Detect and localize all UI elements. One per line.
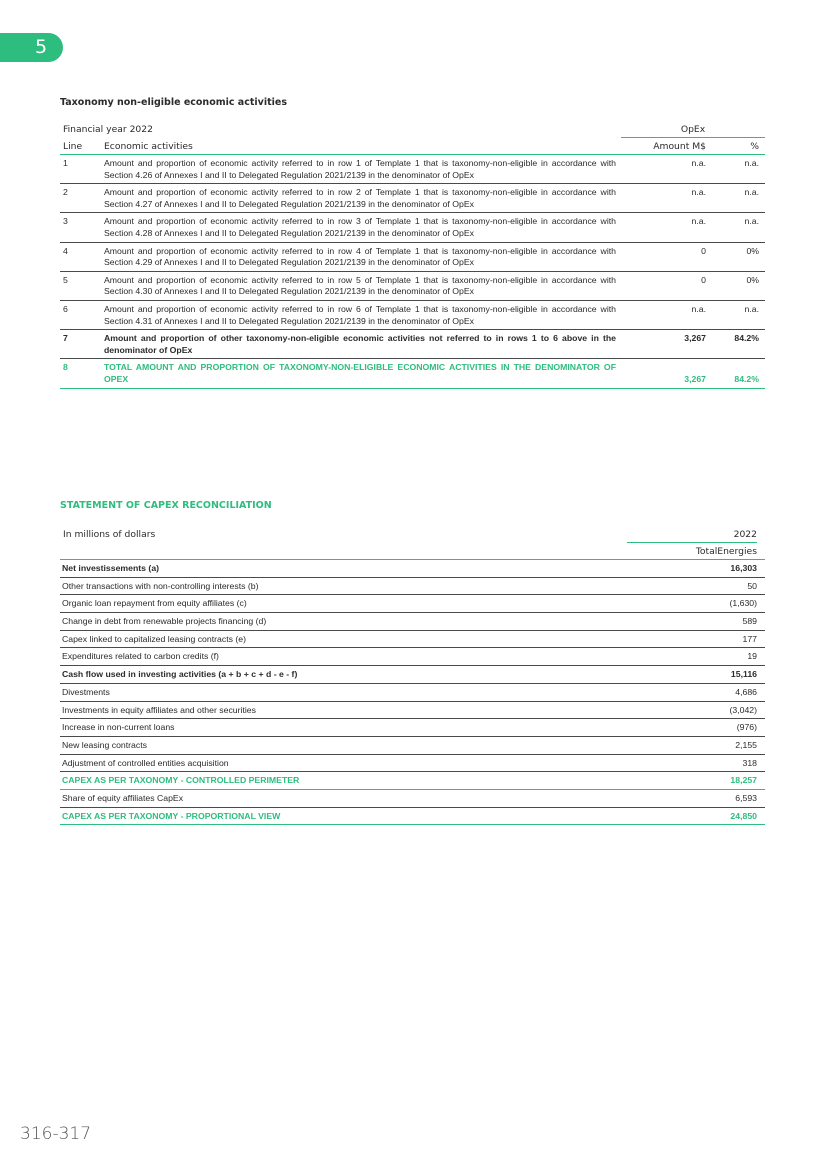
table-row xyxy=(60,243,765,272)
row-value: (3,042) xyxy=(729,704,757,715)
row-label: Capex linked to capitalized leasing contracts (e) xyxy=(62,633,246,644)
row-percent: 0% xyxy=(746,245,759,256)
row-label: Cash flow used in investing activities (a + b + c + d - e - f) xyxy=(62,669,298,680)
row-value: 318 xyxy=(742,757,757,768)
row-label: Adjustment of controlled entities acquisition xyxy=(62,757,229,768)
table-row xyxy=(60,631,765,649)
capex-header-row xyxy=(60,526,765,543)
row-percent: 0% xyxy=(746,274,759,285)
row-value: 16,303 xyxy=(730,563,757,573)
row-activity-text: Amount and proportion of economic activity referred to in row 5 of Template 1 that is taxonomy-non-eligible in accordance with Section 4.30 of Annexes I and II to Delegated Regulation 2021/2139 in the denominator of OpEx xyxy=(104,274,616,297)
row-activity-text: Amount and proportion of economic activity referred to in row 6 of Template 1 that is taxonomy-non-eligible in accordance with Section 4.31 of Annexes I and II to Delegated Regulation 2021/2139 in the denominator of OpEx xyxy=(104,303,616,326)
row-amount: n.a. xyxy=(691,303,706,314)
row-label: Change in debt from renewable projects financing (d) xyxy=(62,616,267,627)
row-value: 18,257 xyxy=(730,775,757,786)
table-row xyxy=(60,272,765,301)
row-amount: 0 xyxy=(701,274,706,285)
row-label: Increase in non-current loans xyxy=(62,722,175,733)
financial-year: Financial year 2022 xyxy=(63,124,153,135)
table-row xyxy=(60,737,765,755)
table-row xyxy=(60,301,765,330)
row-activity-text: Amount and proportion of economic activity referred to in row 4 of Template 1 that is taxonomy-non-eligible in accordance with Section 4.29 of Annexes I and II to Delegated Regulation 2021/2139 in the denominator of OpEx xyxy=(104,245,616,268)
table-row xyxy=(60,560,765,578)
opex-group-header: OpEx xyxy=(621,124,765,138)
row-value: 15,116 xyxy=(730,669,757,680)
row-label: Expenditures related to carbon credits (f) xyxy=(62,651,219,662)
table-row xyxy=(60,666,765,684)
col-line: Line xyxy=(63,141,83,152)
table-row xyxy=(60,595,765,613)
table-row xyxy=(60,213,765,242)
page-number: 316-317 xyxy=(20,1124,92,1144)
table-row xyxy=(60,808,765,826)
row-activity-text: Amount and proportion of other taxonomy-non-eligible economic activities not referred to in rows 1 to 6 above in the denominator of OpEx xyxy=(104,333,616,355)
table-row xyxy=(60,702,765,720)
table-row xyxy=(60,755,765,773)
row-percent: 84.2% xyxy=(734,333,759,344)
row-value: 589 xyxy=(742,616,757,627)
row-label: CAPEX AS PER TAXONOMY - CONTROLLED PERIMETER xyxy=(62,775,300,786)
chapter-tab: 5 xyxy=(0,33,63,62)
row-percent: 84.2% xyxy=(734,373,759,384)
opex-header-row xyxy=(60,122,765,138)
row-percent: n.a. xyxy=(744,216,759,227)
table-row xyxy=(60,155,765,184)
table-row xyxy=(60,772,765,790)
row-line-number: 2 xyxy=(63,187,68,198)
capex-entity: TotalEnergies xyxy=(695,546,757,557)
row-line-number: 8 xyxy=(63,362,68,373)
row-amount: 3,267 xyxy=(684,333,706,344)
row-value: (1,630) xyxy=(729,598,757,609)
table-row xyxy=(60,578,765,596)
row-percent: n.a. xyxy=(744,187,759,198)
row-line-number: 5 xyxy=(63,274,68,285)
table-row xyxy=(60,719,765,737)
row-amount: n.a. xyxy=(691,216,706,227)
table-row xyxy=(60,184,765,213)
table-row xyxy=(60,684,765,702)
col-amount: Amount M$ xyxy=(653,141,706,152)
row-label: Organic loan repayment from equity affiliates (c) xyxy=(62,598,247,609)
row-value: (976) xyxy=(736,722,757,733)
row-value: 24,850 xyxy=(730,810,757,821)
row-activity-text: Amount and proportion of economic activity referred to in row 1 of Template 1 that is taxonomy-non-eligible in accordance with Section 4.26 of Annexes I and II to Delegated Regulation 2021/2139 in the denominator of OpEx xyxy=(104,158,616,180)
row-value: 19 xyxy=(747,651,757,662)
row-value: 50 xyxy=(747,580,757,591)
row-amount: n.a. xyxy=(691,158,706,168)
row-line-number: 7 xyxy=(63,333,68,344)
row-percent: n.a. xyxy=(744,303,759,314)
row-label: Share of equity affiliates CapEx xyxy=(62,792,184,803)
row-label: Investments in equity affiliates and other securities xyxy=(62,704,256,715)
opex-column-headers xyxy=(60,138,765,155)
row-value: 177 xyxy=(742,633,757,644)
row-label: Divestments xyxy=(62,686,110,697)
col-pct: % xyxy=(750,141,759,152)
opex-rows xyxy=(60,155,765,389)
table-row xyxy=(60,359,765,388)
row-value: 4,686 xyxy=(735,686,757,697)
row-activity-text: TOTAL AMOUNT AND PROPORTION OF TAXONOMY-NON-ELIGIBLE ECONOMIC ACTIVITIES IN THE DENOMINATOR OF OPEX xyxy=(104,362,616,384)
row-label: New leasing contracts xyxy=(62,739,147,750)
opex-table-title: Taxonomy non-eligible economic activities xyxy=(60,97,287,108)
row-amount: 3,267 xyxy=(684,373,706,384)
capex-rows xyxy=(60,560,765,825)
col-activities: Economic activities xyxy=(104,141,193,152)
table-row xyxy=(60,330,765,359)
opex-table xyxy=(60,122,765,389)
row-value: 2,155 xyxy=(735,739,757,750)
row-amount: 0 xyxy=(701,245,706,256)
row-line-number: 4 xyxy=(63,245,68,256)
row-value: 6,593 xyxy=(735,792,757,803)
row-line-number: 3 xyxy=(63,216,68,227)
row-label: Net investissements (a) xyxy=(62,563,160,573)
capex-year: 2022 xyxy=(627,529,757,543)
row-label: Other transactions with non-controlling interests (b) xyxy=(62,580,259,591)
row-amount: n.a. xyxy=(691,187,706,198)
table-row xyxy=(60,613,765,631)
capex-table-title: STATEMENT OF CAPEX RECONCILIATION xyxy=(60,500,272,511)
row-percent: n.a. xyxy=(744,158,759,168)
row-label: CAPEX AS PER TAXONOMY - PROPORTIONAL VIEW xyxy=(62,810,281,821)
capex-units: In millions of dollars xyxy=(63,529,156,540)
capex-entity-row xyxy=(60,543,765,560)
table-row xyxy=(60,648,765,666)
row-activity-text: Amount and proportion of economic activity referred to in row 3 of Template 1 that is taxonomy-non-eligible in accordance with Section 4.28 of Annexes I and II to Delegated Regulation 2021/2139 in the denominator of OpEx xyxy=(104,216,616,238)
row-activity-text: Amount and proportion of economic activity referred to in row 2 of Template 1 that is taxonomy-non-eligible in accordance with Section 4.27 of Annexes I and II to Delegated Regulation 2021/2139 in the denominator of OpEx xyxy=(104,187,616,209)
row-line-number: 1 xyxy=(63,158,68,168)
table-row xyxy=(60,790,765,808)
capex-table xyxy=(60,526,765,825)
row-line-number: 6 xyxy=(63,303,68,314)
